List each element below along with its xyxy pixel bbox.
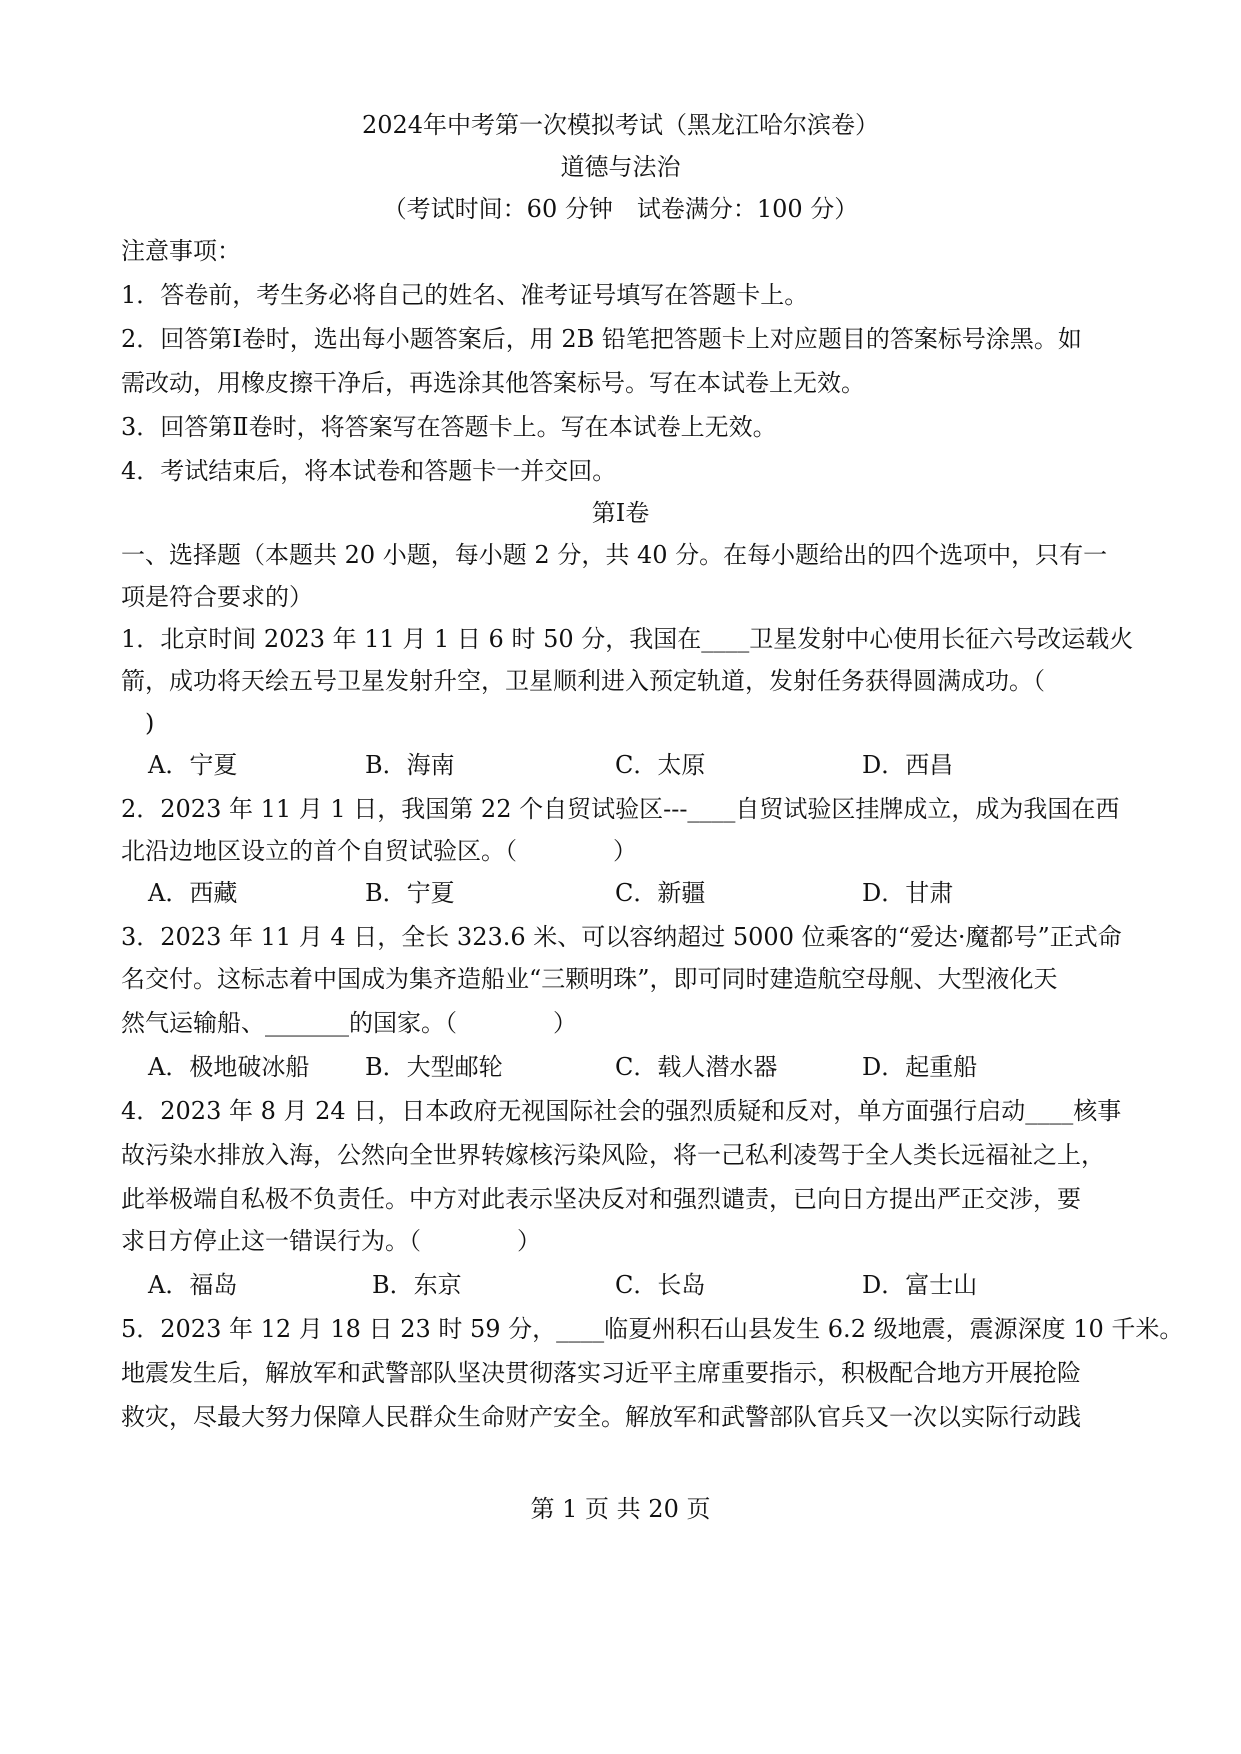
question-5-text: 救灾，尽最大努力保障人民群众生命财产安全。解放军和武警部队官兵又一次以实际行动践 [121,1403,1081,1431]
question-4-option-d: D．富士山 [862,1271,978,1299]
section-instruction: 项是符合要求的） [121,583,313,611]
question-2-option-c: C．新疆 [615,879,706,907]
question-2-option-a: A．西藏 [148,879,238,907]
question-4-option-c: C．长岛 [615,1271,706,1299]
question-3-option-b: B．大型邮轮 [365,1053,503,1081]
question-1-option-a: A．宁夏 [148,751,238,779]
note-line: 1．答卷前，考生务必将自己的姓名、准考证号填写在答题卡上。 [121,281,809,309]
volume-title: 第Ⅰ卷 [591,499,650,527]
section-instruction: 一、选择题（本题共 20 小题，每小题 2 分，共 40 分。在每小题给出的四个选项中，只有一 [121,541,1108,569]
question-4-text: 4．2023 年 8 月 24 日，日本政府无视国际社会的强烈质疑和反对，单方面强行启动____核事 [121,1097,1122,1125]
question-4-text: 求日方停止这一错误行为。（ ） [121,1227,541,1255]
question-3-option-a: A．极地破冰船 [148,1053,310,1081]
question-2-text: 北沿边地区设立的首个自贸试验区。（ ） [121,837,637,865]
question-4-text: 故污染水排放入海，公然向全世界转嫁核污染风险，将一己私利凌驾于全人类长远福祉之上， [121,1141,1105,1169]
question-3-option-c: C．载人潜水器 [615,1053,778,1081]
question-1-text: 箭，成功将天绘五号卫星发射升空，卫星顺利进入预定轨道，发射任务获得圆满成功。（ [121,667,1045,695]
note-line: 4．考试结束后，将本试卷和答题卡一并交回。 [121,457,617,485]
question-2-text: 2．2023 年 11 月 1 日，我国第 22 个自贸试验区---____自贸试验区挂牌成立，成为我国在西 [121,795,1120,823]
question-2-option-b: B．宁夏 [365,879,455,907]
question-5-text: 5．2023 年 12 月 18 日 23 时 59 分，____临夏州积石山县发生 6.2 级地震，震源深度 10 千米。 [121,1315,1184,1343]
page-number: 第 1 页 共 20 页 [530,1495,711,1523]
question-3-text: 然气运输船、_______的国家。（ ） [121,1009,577,1037]
question-1-option-d: D．西昌 [862,751,954,779]
question-4-option-b: B．东京 [372,1271,462,1299]
note-line: 3．回答第Ⅱ卷时，将答案写在答题卡上。写在本试卷上无效。 [121,413,777,441]
exam-title: 2024年中考第一次模拟考试（黑龙江哈尔滨卷） [361,111,880,139]
question-4-text: 此举极端自私极不负责任。中方对此表示坚决反对和强烈谴责，已向日方提出严正交涉，要 [121,1185,1081,1213]
question-5-text: 地震发生后，解放军和武警部队坚决贯彻落实习近平主席重要指示，积极配合地方开展抢险 [121,1359,1081,1387]
question-1-text: ) [121,709,155,737]
question-1-option-c: C．太原 [615,751,706,779]
question-2-option-d: D．甘肃 [862,879,954,907]
question-4-option-a: A．福岛 [148,1271,238,1299]
subject-title: 道德与法治 [560,153,681,181]
note-line: 2．回答第Ⅰ卷时，选出每小题答案后，用 2B 铅笔把答题卡上对应题目的答案标号涂黑。如 [121,325,1082,353]
notes-heading: 注意事项： [121,237,241,265]
question-3-text: 名交付。这标志着中国成为集齐造船业“三颗明珠”，即可同时建造航空母舰、大型液化天 [121,965,1058,993]
note-line: 需改动，用橡皮擦干净后，再选涂其他答案标号。写在本试卷上无效。 [121,369,865,397]
question-3-text: 3．2023 年 11 月 4 日，全长 323.6 米、可以容纳超过 5000 位乘客的“爱达·魔都号”正式命 [121,923,1122,951]
exam-info: （考试时间：60 分钟 试卷满分：100 分） [382,195,859,223]
question-1-option-b: B．海南 [365,751,455,779]
question-1-text: 1．北京时间 2023 年 11 月 1 日 6 时 50 分，我国在____卫星发射中心使用长征六号改运载火 [121,625,1134,653]
question-3-option-d: D．起重船 [862,1053,978,1081]
